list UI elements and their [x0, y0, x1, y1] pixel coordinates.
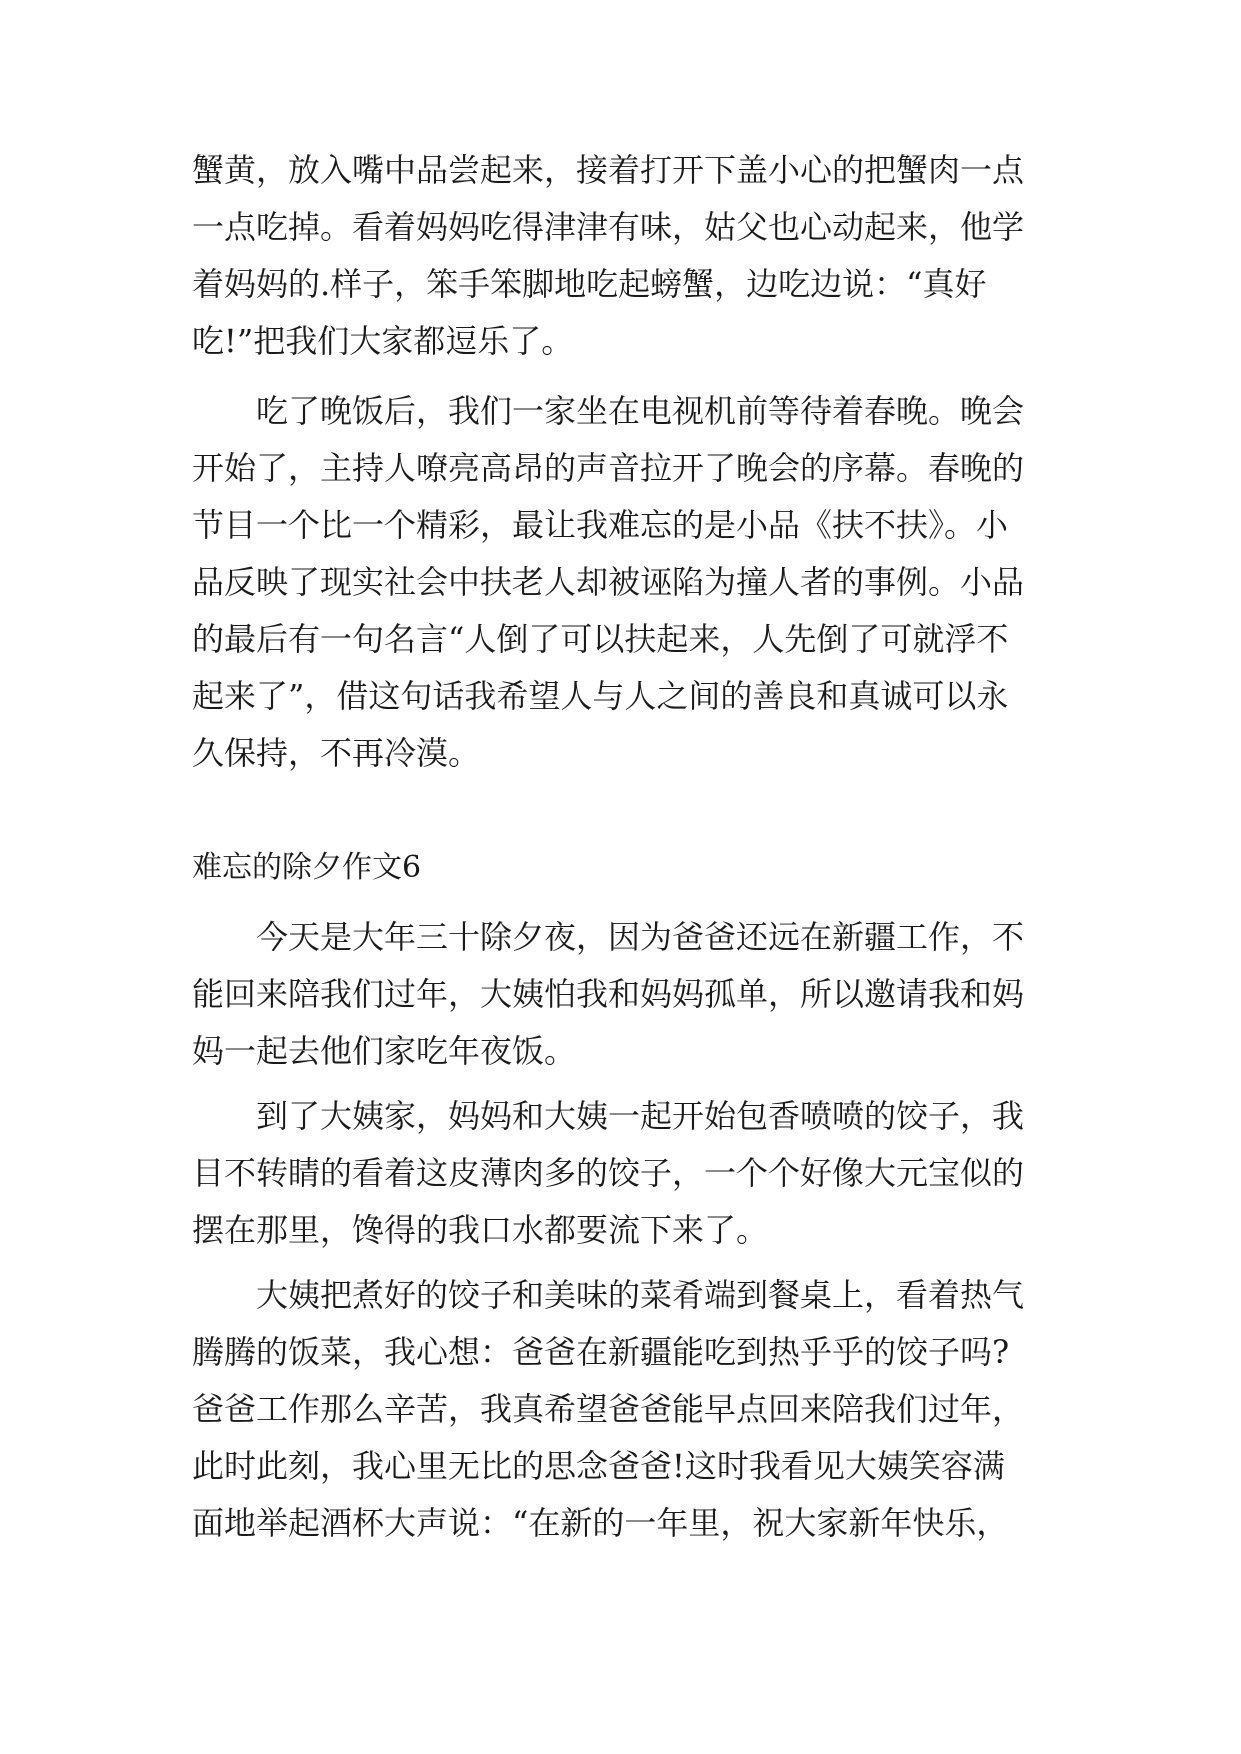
text-line: 久保持，不再冷漠。 [192, 734, 481, 772]
text-line: 起来了”，借这句话我希望人与人之间的善良和真诚可以永 [192, 677, 1009, 715]
text-line: 着妈妈的.样子，笨手笨脚地吃起螃蟹，边吃边说：“真好 [192, 265, 987, 303]
text-line: 此时此刻，我心里无比的思念爸爸!这时我看见大姨笑容满 [192, 1447, 1005, 1485]
text-line: 节目一个比一个精彩，最让我难忘的是小品《扶不扶》。小 [192, 506, 1009, 544]
text-line: 开始了，主持人嘹亮高昂的声音拉开了晚会的序幕。春晚的 [192, 449, 1025, 487]
paragraph-first-line: 大姨把煮好的饺子和美味的菜肴端到餐桌上，看着热气 [256, 1276, 1025, 1314]
text-line: 品反映了现实社会中扶老人却被诬陷为撞人者的事例。小品 [192, 563, 1025, 601]
text-line: 蟹黄，放入嘴中品尝起来，接着打开下盖小心的把蟹肉一点 [192, 151, 1025, 189]
text-line: 爸爸工作那么辛苦，我真希望爸爸能早点回来陪我们过年， [192, 1390, 1025, 1428]
text-line: 一点吃掉。看着妈妈吃得津津有味，姑父也心动起来，他学 [192, 208, 1025, 246]
paragraph-first-line: 吃了晚饭后，我们一家坐在电视机前等待着春晚。晚会 [256, 392, 1025, 430]
text-line: 能回来陪我们过年，大姨怕我和妈妈孤单，所以邀请我和妈 [192, 975, 1025, 1013]
text-line: 的最后有一句名言“人倒了可以扶起来，人先倒了可就浮不 [192, 620, 1009, 658]
text-line: 腾腾的饭菜，我心想：爸爸在新疆能吃到热乎乎的饺子吗? [192, 1333, 1010, 1371]
text-line: 摆在那里，馋得的我口水都要流下来了。 [192, 1211, 769, 1249]
text-line: 目不转睛的看着这皮薄肉多的饺子，一个个好像大元宝似的 [192, 1154, 1025, 1192]
text-line: 吃!”把我们大家都逗乐了。 [192, 322, 574, 360]
paragraph-first-line: 到了大姨家，妈妈和大姨一起开始包香喷喷的饺子，我 [256, 1097, 1025, 1135]
section-heading: 难忘的除夕作文6 [192, 850, 422, 885]
text-line: 面地举起酒杯大声说：“在新的一年里，祝大家新年快乐， [192, 1504, 1009, 1542]
text-line: 妈一起去他们家吃年夜饭。 [192, 1032, 577, 1070]
paragraph-first-line: 今天是大年三十除夕夜，因为爸爸还远在新疆工作，不 [256, 918, 1025, 956]
